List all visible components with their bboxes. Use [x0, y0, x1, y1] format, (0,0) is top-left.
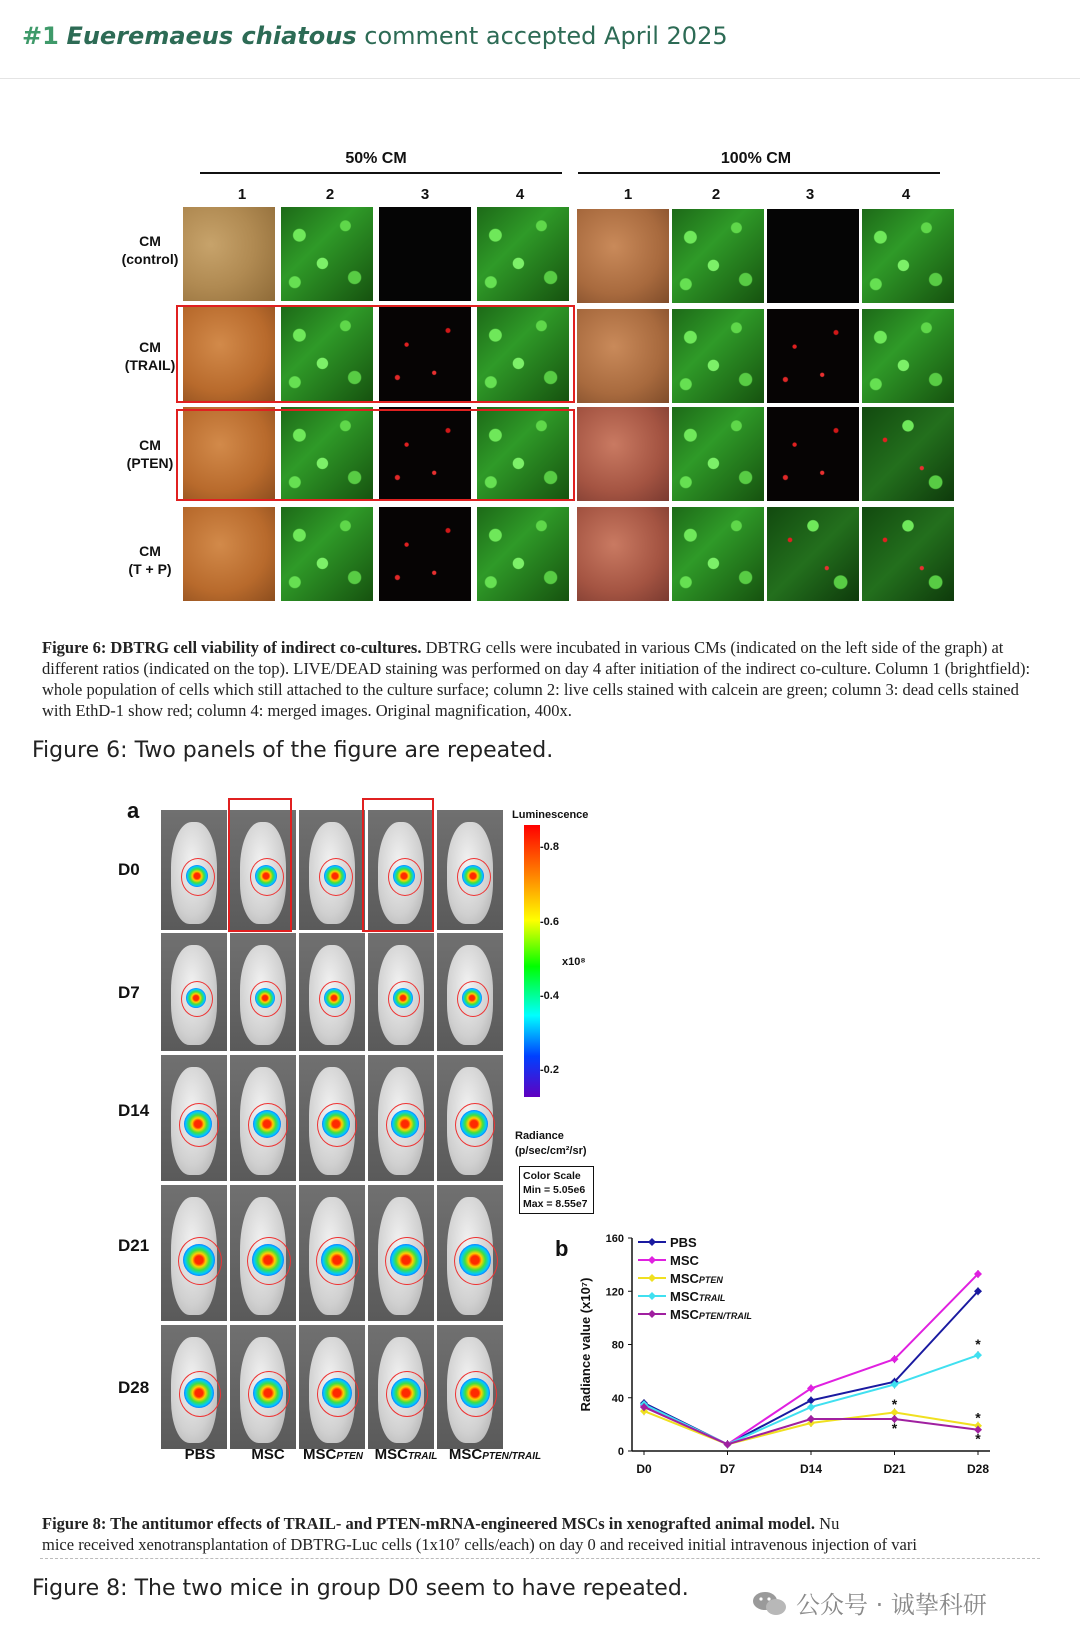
micrograph-dead: [767, 209, 859, 303]
group-label-msc: MSC: [251, 1446, 285, 1463]
roi-circle: [179, 1371, 221, 1417]
micrograph-dead: [379, 207, 471, 301]
roi-circle: [179, 1103, 219, 1147]
caption-clip: [40, 1558, 1040, 1567]
roi-circle: [181, 858, 215, 896]
comment-title: [22, 22, 728, 50]
y-tick-label: 0: [617, 1446, 624, 1458]
legend-marker: [648, 1310, 656, 1318]
micrograph-brightfield: [183, 507, 275, 601]
micrograph-merged: [477, 207, 569, 301]
group-label-msc-pten-trail: MSCPTEN/TRAIL: [448, 1446, 542, 1463]
roi-circle: [386, 1371, 428, 1417]
colorbar-unit: (p/sec/cm²/sr): [515, 1145, 587, 1157]
mouse-image: [299, 933, 365, 1051]
figure-8-comment: Figure 8: The two mice in group D0 seem to have repeated.: [32, 1576, 689, 1601]
colorbar-multiplier: x10⁸: [562, 956, 586, 968]
mouse-image: [161, 1325, 227, 1449]
data-point: [974, 1351, 982, 1359]
mouse-image: [368, 1325, 434, 1449]
micrograph-live: [672, 507, 764, 601]
figure-8-caption: Figure 8: The antitumor effects of TRAIL- and PTEN-mRNA-engineered MSCs in xenografted animal model. Nu: [42, 1514, 840, 1533]
col-label: 4: [515, 186, 525, 203]
wechat-icon: [752, 1590, 788, 1616]
group-label-msc-pten: MSCPTEN: [302, 1446, 363, 1463]
x-tick-label: D0: [636, 1462, 652, 1476]
significance-marker: *: [891, 1420, 898, 1437]
row-label-tp: CM (T + P): [128, 543, 172, 577]
roi-circle: [386, 1103, 426, 1147]
micrograph-brightfield: [577, 209, 669, 303]
roi-circle: [455, 1103, 495, 1147]
mouse-image: [299, 1325, 365, 1449]
duplicate-highlight-box: [362, 798, 434, 932]
col-label: 1: [623, 186, 633, 203]
roi-circle: [181, 981, 213, 1017]
mouse-image: [161, 1185, 227, 1321]
micrograph-merged: [862, 407, 954, 501]
colorbar: [524, 825, 540, 1097]
comment-number: #1: [22, 22, 59, 50]
roi-circle: [385, 1237, 429, 1285]
roi-circle: [317, 1371, 359, 1417]
mouse-image: [368, 933, 434, 1051]
micrograph-merged: [862, 507, 954, 601]
micrograph-live: [672, 309, 764, 403]
significance-marker: *: [975, 1430, 981, 1447]
mouse-image: [299, 1055, 365, 1181]
micrograph-dead: [379, 507, 471, 601]
roi-circle: [457, 858, 491, 896]
legend-marker: [648, 1274, 656, 1282]
legend-label: PBS: [670, 1235, 697, 1250]
micrograph-dead: [767, 407, 859, 501]
roi-circle: [319, 858, 353, 896]
row-label-pten: CM (PTEN): [126, 437, 174, 471]
micrograph-brightfield: [183, 207, 275, 301]
mouse-image: [230, 933, 296, 1051]
col-label: 2: [711, 186, 721, 203]
colorbar-tick: -0.2: [540, 1064, 559, 1076]
micrograph-live: [672, 209, 764, 303]
x-tick-label: D7: [719, 1462, 736, 1476]
micrograph-brightfield: [577, 309, 669, 403]
mouse-image: [437, 810, 503, 930]
mouse-image: [437, 1185, 503, 1321]
figure-8-caption-line2: mice received xenotransplantation of DBTRG-Luc cells (1x10⁷ cells/each) on day 0 and received initial intravenous injection of vari: [42, 1535, 917, 1554]
mouse-image: [230, 1185, 296, 1321]
figure-6-comment: Figure 6: Two panels of the figure are repeated.: [32, 738, 554, 763]
day-label: D28: [118, 1378, 150, 1397]
roi-circle: [317, 1103, 357, 1147]
duplicate-highlight-box: [228, 798, 292, 932]
mouse-image: [368, 1055, 434, 1181]
legend-marker: [648, 1238, 656, 1246]
colorbar-tick: -0.6: [540, 916, 559, 928]
roi-circle: [455, 1371, 497, 1417]
mouse-image: [437, 1325, 503, 1449]
roi-circle: [248, 1371, 290, 1417]
legend-label: MSCPTEN: [670, 1271, 723, 1286]
group-label-pbs: PBS: [184, 1446, 216, 1463]
roi-circle: [248, 1103, 288, 1147]
y-tick-label: 160: [605, 1233, 624, 1245]
micrograph-dead: [767, 309, 859, 403]
color-scale-box: Color Scale Min = 5.05e6 Max = 8.55e7: [519, 1166, 594, 1214]
comment-status: comment accepted April 2025: [364, 22, 728, 50]
x-tick-label: D28: [966, 1462, 990, 1476]
micrograph-brightfield: [577, 507, 669, 601]
radiance-line-chart: [570, 1220, 1030, 1505]
col-label: 3: [420, 186, 430, 203]
micrograph-merged: [862, 309, 954, 403]
watermark-text: 公众号 · 诚挚科研: [796, 1591, 987, 1619]
y-axis-label: Radiance value (x10⁷): [578, 1277, 593, 1412]
roi-circle: [454, 1237, 498, 1285]
mouse-image: [368, 1185, 434, 1321]
legend-marker: [648, 1256, 656, 1264]
comment-header: [0, 0, 1080, 79]
mouse-image: [230, 1325, 296, 1449]
day-label: D0: [118, 860, 140, 879]
colorbar-tick: -0.4: [540, 990, 559, 1002]
day-label: D21: [118, 1236, 150, 1255]
y-tick-label: 120: [605, 1286, 624, 1299]
roi-circle: [247, 1237, 291, 1285]
mouse-image: [161, 1055, 227, 1181]
group-line-50: [200, 172, 562, 174]
significance-marker: *: [891, 1396, 898, 1413]
mouse-image: [230, 1055, 296, 1181]
group-label-50: 50% CM: [345, 150, 407, 167]
day-label: D14: [118, 1101, 150, 1120]
y-tick-label: 40: [611, 1392, 624, 1405]
group-label-msc-trail: MSCTRAIL: [374, 1446, 438, 1463]
colorbar-tick: -0.8: [540, 841, 559, 853]
micrograph-merged: [477, 507, 569, 601]
row-label-control: CM (control): [121, 233, 179, 267]
colorbar-title: Luminescence: [512, 809, 589, 821]
day-label: D7: [118, 983, 140, 1002]
micrograph-live: [281, 207, 373, 301]
roi-circle: [457, 981, 489, 1017]
y-tick-label: 80: [611, 1339, 624, 1352]
mouse-image: [437, 1055, 503, 1181]
row-label-trail: CM (TRAIL): [124, 339, 176, 373]
significance-marker: *: [975, 1336, 981, 1353]
duplicate-highlight-box: [176, 409, 575, 501]
roi-circle: [388, 981, 420, 1017]
group-label-100: 100% CM: [720, 150, 792, 167]
x-tick-label: D21: [883, 1462, 906, 1476]
figure-6-caption: Figure 6: DBTRG cell viability of indirect co-cultures. DBTRG cells were incubated in various CMs (indicated on the left side of the graph) at different ratios (indicated on the top). LIVE/DEAD staining was performed on day 4 after initiation of the indirect co-culture. Column 1 (brightfield): whole population of cells which still attached to the culture surface; column 2: live cells stained with calcein are green; column 3: dead cells stained with EthD-1 show red; column 4: merged images. Original magnification, 400x.: [42, 638, 1031, 720]
legend-label: MSCTRAIL: [670, 1289, 726, 1304]
roi-circle: [319, 981, 351, 1017]
mouse-image: [437, 933, 503, 1051]
colorbar-unit: Radiance: [515, 1130, 564, 1142]
col-label: 2: [325, 186, 335, 203]
legend-label: MSCPTEN/TRAIL: [670, 1307, 752, 1322]
legend-marker: [648, 1292, 656, 1300]
roi-circle: [250, 981, 282, 1017]
col-label: 3: [805, 186, 815, 203]
panel-b-label: b: [555, 1236, 569, 1261]
x-tick-label: D14: [799, 1462, 823, 1476]
mouse-image: [161, 933, 227, 1051]
micrograph-merged: [862, 209, 954, 303]
mouse-image: [299, 1185, 365, 1321]
micrograph-live: [672, 407, 764, 501]
micrograph-dead: [767, 507, 859, 601]
col-label: 1: [237, 186, 247, 203]
micrograph-live: [281, 507, 373, 601]
duplicate-highlight-box: [176, 305, 575, 403]
col-label: 4: [901, 186, 911, 203]
mouse-image: [299, 810, 365, 930]
roi-circle: [178, 1237, 222, 1285]
roi-circle: [316, 1237, 360, 1285]
legend-label: MSC: [670, 1253, 699, 1268]
micrograph-brightfield: [577, 407, 669, 501]
panel-a-label: a: [127, 798, 140, 823]
significance-marker: *: [975, 1409, 981, 1426]
mouse-image: [161, 810, 227, 930]
species-name: Eueremaeus chiatous: [66, 22, 357, 50]
data-point: [807, 1403, 815, 1411]
group-line-100: [578, 172, 940, 174]
